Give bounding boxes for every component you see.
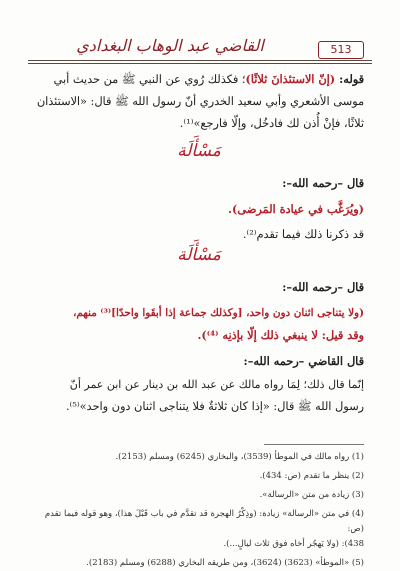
section-2-intro: قال –رحمه الله–:: [282, 280, 364, 294]
header-rule: [28, 60, 372, 61]
paragraph-1-line-3: ثلاثًا، فإنْ أُذن لك فادخُل، وإلّا فارجع»⁽¹⁾.: [179, 117, 364, 130]
section-2-line-1: (ولا يتناجى اثنان دون واحد، [وكذلك جماعة إذا أبقَوا واحدًا]⁽³⁾ منهم،: [73, 307, 364, 319]
section-1: [34, 172, 364, 246]
page-number: 513: [318, 41, 364, 59]
footnote-3: (3) زيادة من متن «الرسالة».: [259, 490, 364, 500]
header-rule-thin: [28, 63, 372, 64]
section-2: [34, 276, 364, 418]
paragraph-1: [34, 68, 364, 135]
qadi-line-2: رسول الله ﷺ قال: «إذا كان ثلاثةٌ فلا يتناجى اثنان دون واحد»⁽⁵⁾.: [65, 400, 364, 413]
footnote-rule: [264, 444, 364, 445]
section-2-line-2: وقد قيل: لا ينبغي ذلك إلّا بإذنِه ⁽⁴⁾).: [197, 328, 364, 342]
footnote-4: (4) في متن «الرسالة» زيادة: (وذِكْرُ الهجرة قد تقدَّم في باب قَبْلَ هذا)، وهو قوله فيما تقدم (ص:: [44, 509, 364, 534]
section-heading-2: مَسْأَلَة: [177, 245, 221, 265]
paragraph-1-line-2: موسى الأشعري وأبي سعيد الخدري أنّ رسول الله ﷺ قال: «الاستئذان: [36, 95, 364, 108]
running-title: القاضي عبد الوهاب البغدادي: [76, 36, 264, 55]
section-1-intro: قال –رحمه الله–:: [282, 176, 364, 190]
footnote-5: (5) «الموطأ» (3623) (3624)، ومن طريقه البخاري (6288) ومسلم (2183).: [86, 558, 364, 568]
footnotes: [34, 450, 364, 571]
footnote-2: (2) ينظر ما تقدم (ص: 434).: [259, 471, 364, 481]
section-heading-1: مَسْأَلَة: [177, 141, 221, 161]
section-1-quote: (ويُرَغَّب في عيادة المَرضى).: [228, 202, 364, 216]
qadi-intro: قال القاضي –رحمه الله–:: [243, 354, 364, 368]
footnote-1: (1) رواه مالك في الموطأ (3539)، والبخاري (6245) ومسلم (2153).: [115, 452, 364, 462]
qadi-line-1: إنّما قال ذلك؛ لِمَا رواه مالك عن عبد الله بن دينار عن ابن عمر أنّ: [69, 378, 364, 391]
section-1-note: قد ذكرنا ذلك فيما تقدم⁽²⁾.: [242, 228, 364, 241]
footnote-4-continued: 438): (ولا يَهجُر أخاه فوق ثلاث ليالٍ...).: [223, 539, 364, 549]
paragraph-1-line-1: قوله: (إنّ الاستئذانَ ثلاثًا)؛ فكذلك رُوي عن النبي ﷺ من حديث أبي: [53, 72, 364, 86]
